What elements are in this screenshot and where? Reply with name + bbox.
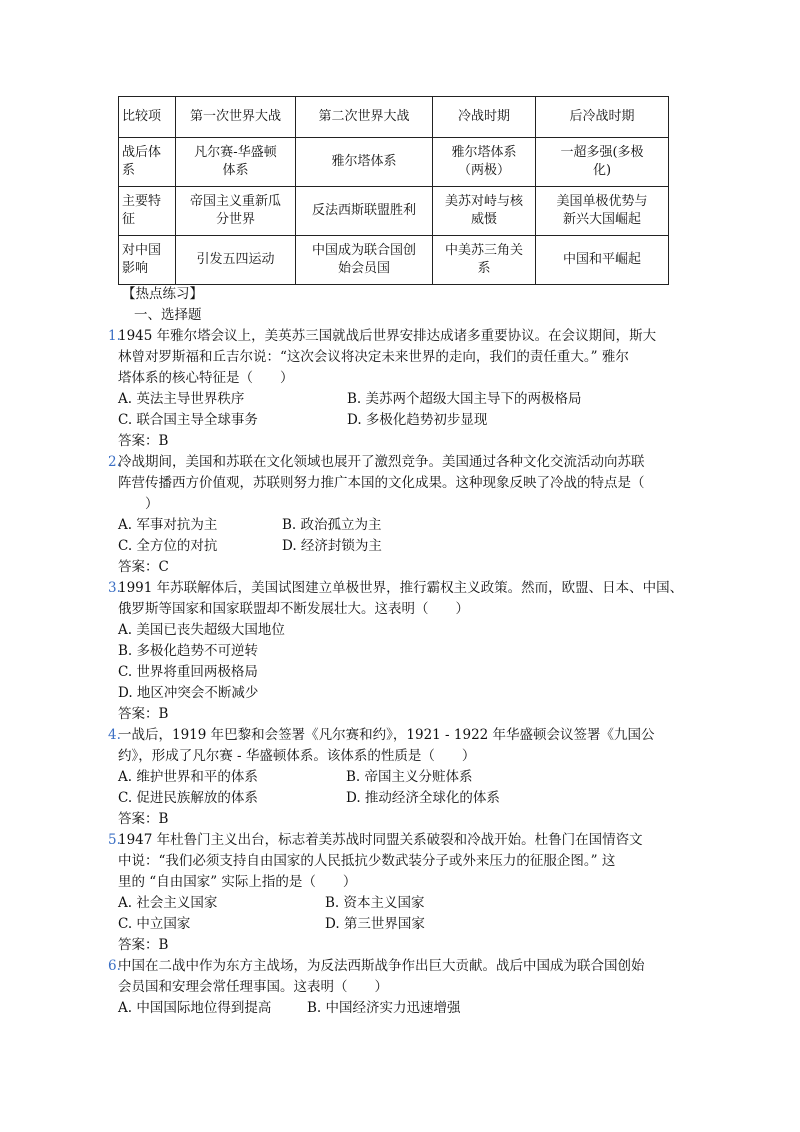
- question-text-line: [118, 494, 678, 515]
- question-item: [108, 830, 678, 956]
- answer-option: B. 中国经济实力迅速增强: [307, 1000, 461, 1016]
- answer-option: B. 政治孤立为主: [282, 517, 382, 533]
- table-header-cell: 冷战时期: [433, 97, 536, 138]
- question-text-line: [118, 599, 678, 620]
- question-item: [108, 578, 684, 725]
- question-text: 会员国和安理会常任理事国。这表明（ ）: [118, 979, 388, 995]
- option-row: [118, 893, 678, 914]
- question-text: 阵营传播西方价值观，苏联则努力推广本国的文化成果。这种现象反映了冷战的特点是（: [118, 475, 645, 491]
- table-header-cell: 比较项: [119, 97, 176, 138]
- answer-option: B. 多极化趋势不可逆转: [118, 643, 259, 659]
- question-item: [108, 326, 678, 452]
- question-text-line: [118, 872, 678, 893]
- table-cell: 一超多强(多极 化): [536, 138, 669, 187]
- table-cell: 反法西斯联盟胜利: [296, 187, 433, 236]
- row-label: 战后体 系: [119, 138, 176, 187]
- table-cell: 美苏对峙与核 威慑: [433, 187, 536, 236]
- option-row: [118, 914, 678, 935]
- exercise-section: [108, 284, 684, 1019]
- question-text: 约》，形成了凡尔赛 - 华盛顿体系。该体系的性质是（ ）: [118, 748, 476, 764]
- question-text: ）: [118, 496, 159, 512]
- answer-line: 答案：B: [118, 433, 169, 449]
- question-text: 1991 年苏联解体后，美国试图建立单极世界，推行霸权主义政策。然而，欧盟、日本、中国、: [118, 580, 684, 596]
- answer-line: 答案：C: [118, 559, 169, 575]
- answer-option: D. 第三世界国家: [325, 916, 425, 932]
- table-row: [119, 138, 669, 187]
- question-text-line: [118, 473, 678, 494]
- table-cell: 美国单极优势与 新兴大国崛起: [536, 187, 669, 236]
- answer-option: D. 推动经济全球化的体系: [346, 790, 500, 806]
- option-row: [118, 998, 678, 1019]
- option-row: [118, 662, 678, 683]
- answer-option: B. 帝国主义分赃体系: [346, 769, 473, 785]
- table-header-row: [119, 97, 669, 138]
- question-text: 中国在二战中作为东方主战场，为反法西斯战争作出巨大贡献。战后中国成为联合国创始: [118, 958, 645, 974]
- question-text-line: 6.中国在二战中作为东方主战场，为反法西斯战争作出巨大贡献。战后中国成为联合国创始: [108, 958, 645, 974]
- row-label: 主要特 征: [119, 187, 176, 236]
- answer-option: D. 多极化趋势初步显现: [347, 412, 488, 428]
- question-text-line: [118, 746, 678, 767]
- answer-option: C. 世界将重回两极格局: [118, 664, 258, 680]
- answer-option: C. 联合国主导全球事务: [118, 412, 258, 428]
- question-text: 一战后，1919 年巴黎和会签署《凡尔赛和约》，1921 - 1922 年华盛顿会议签署《九国公: [118, 727, 655, 743]
- question-text-line: [118, 977, 678, 998]
- option-row: [118, 410, 678, 431]
- question-text-line: 4.一战后，1919 年巴黎和会签署《凡尔赛和约》，1921 - 1922 年华盛顿会议签署《九国公: [108, 727, 655, 743]
- question-text: 中说：“我们必须支持自由国家的人民抵抗少数武装分子或外来压力的征服企图。” 这: [118, 853, 616, 869]
- question-item: [108, 452, 678, 578]
- question-text-line: [118, 347, 678, 368]
- question-item: [108, 725, 678, 830]
- table-header-cell: 第一次世界大战: [176, 97, 296, 138]
- answer-option: A. 维护世界和平的体系: [118, 769, 258, 785]
- answer-option: C. 全方位的对抗: [118, 538, 218, 554]
- answer-option: C. 中立国家: [118, 916, 191, 932]
- table-header-cell: 后冷战时期: [536, 97, 669, 138]
- question-text: 林曾对罗斯福和丘吉尔说：“这次会议将决定未来世界的走向，我们的责任重大。” 雅尔: [118, 349, 629, 365]
- table-header-cell: 第二次世界大战: [296, 97, 433, 138]
- answer-option: B. 美苏两个超级大国主导下的两极格局: [347, 391, 582, 407]
- answer-line: 答案：B: [118, 706, 169, 722]
- table-cell: 雅尔塔体系: [296, 138, 433, 187]
- option-row: [118, 536, 678, 557]
- table-cell: 中国和平崛起: [536, 236, 669, 285]
- question-text: 俄罗斯等国家和国家联盟却不断发展壮大。这表明（ ）: [118, 601, 469, 617]
- option-row: [118, 767, 678, 788]
- question-text-line: [118, 368, 678, 389]
- question-text-line: 1.1945 年雅尔塔会议上，美英苏三国就战后世界安排达成诸多重要协议。在会议期间，斯大: [108, 328, 657, 344]
- option-row: [118, 641, 678, 662]
- table-cell: 中国成为联合国创 始会员国: [296, 236, 433, 285]
- option-row: [118, 515, 678, 536]
- table-row: [119, 187, 669, 236]
- question-text-line: [118, 851, 678, 872]
- option-row: [118, 389, 678, 410]
- question-item: [108, 956, 678, 1019]
- table-row: [119, 236, 669, 285]
- answer-option: D. 地区冲突会不断减少: [118, 685, 259, 701]
- table-cell: 中美苏三角关 系: [433, 236, 536, 285]
- comparison-table: [118, 96, 669, 285]
- answer-option: A. 美国已丧失超级大国地位: [118, 622, 285, 638]
- question-text-line: 5.1947 年杜鲁门主义出台，标志着美苏战时同盟关系破裂和冷战开始。杜鲁门在国情咨文: [108, 832, 643, 848]
- question-text: 塔体系的核心特征是（ ）: [118, 370, 294, 386]
- table-cell: 凡尔赛-华盛顿 体系: [176, 138, 296, 187]
- question-list: [108, 326, 684, 1019]
- table-cell: 帝国主义重新瓜 分世界: [176, 187, 296, 236]
- answer-option: A. 中国国际地位得到提高: [118, 1000, 272, 1016]
- sub-title: 一、选择题: [134, 307, 202, 323]
- question-text: 1947 年杜鲁门主义出台，标志着美苏战时同盟关系破裂和冷战开始。杜鲁门在国情咨文: [118, 832, 643, 848]
- question-text: 冷战期间，美国和苏联在文化领域也展开了激烈竞争。美国通过各种文化交流活动向苏联: [118, 454, 645, 470]
- answer-option: A. 社会主义国家: [118, 895, 218, 911]
- answer-option: C. 促进民族解放的体系: [118, 790, 258, 806]
- answer-line: 答案：B: [118, 937, 169, 953]
- question-text-line: 3.1991 年苏联解体后，美国试图建立单极世界，推行霸权主义政策。然而，欧盟、日本、中国、: [108, 580, 684, 596]
- option-row: [118, 683, 678, 704]
- option-row: [118, 788, 678, 809]
- row-label: 对中国 影响: [119, 236, 176, 285]
- answer-option: B. 资本主义国家: [325, 895, 425, 911]
- question-text-line: 2.冷战期间，美国和苏联在文化领域也展开了激烈竞争。美国通过各种文化交流活动向苏联: [108, 454, 645, 470]
- answer-option: A. 军事对抗为主: [118, 517, 218, 533]
- question-text: 1945 年雅尔塔会议上，美英苏三国就战后世界安排达成诸多重要协议。在会议期间，斯大: [118, 328, 657, 344]
- question-text: 里的 “自由国家” 实际上指的是（ ）: [118, 874, 357, 890]
- answer-line: 答案：B: [118, 811, 169, 827]
- section-title: 【热点练习】: [122, 286, 203, 302]
- table-cell: 雅尔塔体系 （两极）: [433, 138, 536, 187]
- table-cell: 引发五四运动: [176, 236, 296, 285]
- answer-option: D. 经济封锁为主: [282, 538, 382, 554]
- option-row: [118, 620, 678, 641]
- answer-option: A. 英法主导世界秩序: [118, 391, 245, 407]
